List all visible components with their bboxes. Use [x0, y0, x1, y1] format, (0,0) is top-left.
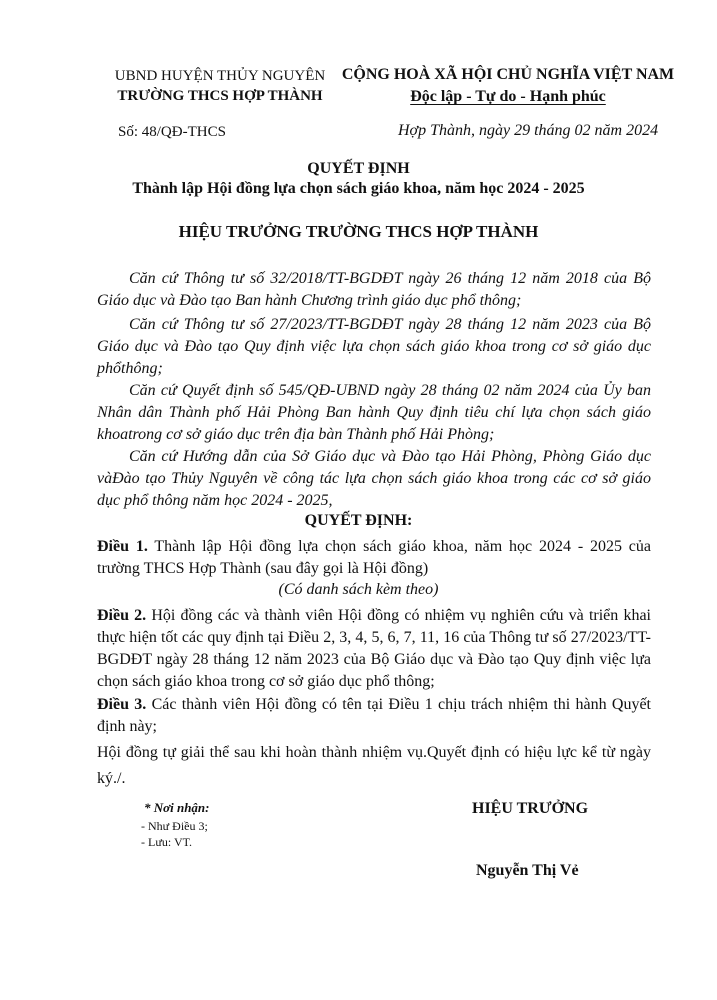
signer-name: Nguyễn Thị Vẻ	[476, 862, 579, 879]
motto: Độc lập - Tự do - Hạnh phúc	[410, 88, 606, 105]
recipients-list	[141, 818, 208, 850]
article-3-text: Các thành viên Hội đồng có tên tại Điều 1 chịu trách nhiệm thi hành Quyết định này;	[97, 696, 652, 735]
article-3	[97, 694, 651, 738]
recipient-item: - Lưu: VT.	[141, 835, 193, 849]
document-number: Số: 48/QĐ-THCS	[118, 124, 226, 140]
place-and-date: Hợp Thành, ngày 29 tháng 02 năm 2024	[398, 122, 659, 139]
article-2	[97, 605, 651, 693]
decision-heading: QUYẾT ĐỊNH:	[304, 512, 413, 529]
consideration-1: Căn cứ Thông tư số 32/2018/TT-BGDĐT ngày 26 tháng 12 năm 2018 của Bộ Giáo dục và Đào tạo Ban hành Chương trình giáo dục phổ thông;	[97, 270, 651, 309]
article-1-label: Điều 1.	[97, 538, 148, 555]
issuing-organization	[100, 66, 340, 106]
document-subject: Thành lập Hội đồng lựa chọn sách giáo khoa, năm học 2024 - 2025	[132, 180, 585, 197]
document-type: QUYẾT ĐỊNH	[307, 160, 410, 177]
article-2-text: Hội đồng các và thành viên Hội đồng có nhiệm vụ nghiên cứu và triển khai thực hiện tốt các quy định tại Điều 2, 3, 4, 5, 6, 7, 11, 16 của Thông tư số 27/2023/TT-BGDĐT ngày 28 tháng 12 năm 2023 của Bộ Giáo dục và Đào tạo Quy định việc lựa chọn sách giáo khoa trong cơ sở giáo dục phổ thông;	[97, 607, 652, 690]
issuing-authority: HIỆU TRƯỞNG TRƯỜNG THCS HỢP THÀNH	[178, 222, 539, 241]
consideration-2: Căn cứ Thông tư số 27/2023/TT-BGDĐT ngày 28 tháng 12 năm 2023 của Bộ Giáo dục và Đào tạo Quy định việc lựa chọn sách giáo khoa trong cơ sở giáo dục phổthông;	[97, 316, 651, 377]
article-1	[97, 536, 651, 580]
national-header	[338, 64, 678, 108]
consideration-4: Căn cứ Hướng dẫn của Sở Giáo dục và Đào tạo Hải Phòng, Phòng Giáo dục vàĐào tạo Thủy Nguyên về công tác lựa chọn sách giáo khoa trong các cơ sở giáo dục phổ thông năm học 2024 - 2025,	[97, 448, 651, 509]
org-line-district: UBND HUYỆN THỦY NGUYÊN	[114, 68, 326, 84]
recipient-item: - Như Điều 3;	[141, 819, 208, 833]
article-2-label: Điều 2.	[97, 607, 147, 624]
article-3-label: Điều 3.	[97, 696, 147, 713]
signer-title: HIỆU TRƯỞNG	[472, 800, 589, 817]
nation-name: CỘNG HOÀ XÃ HỘI CHỦ NGHĨA VIỆT NAM	[341, 66, 675, 83]
recipients-label: * Nơi nhận:	[144, 800, 210, 815]
org-line-school: TRƯỜNG THCS HỢP THÀNH	[117, 88, 323, 104]
closing-statement: Hội đồng tự giải thể sau khi hoàn thành nhiệm vụ.Quyết định có hiệu lực kể từ ngày ký./.	[97, 744, 651, 787]
article-1-text: Thành lập Hội đồng lựa chọn sách giáo khoa, năm học 2024 - 2025 của trường THCS Hợp Thành (sau đây gọi là Hội đồng)	[97, 538, 652, 577]
article-1-note: (Có danh sách kèm theo)	[278, 581, 439, 598]
consideration-3: Căn cứ Quyết định số 545/QĐ-UBND ngày 28 tháng 02 năm 2024 của Ủy ban Nhân dân Thành phố Hải Phòng Ban hành Quy định tiêu chí lựa chọn sách giáo khoatrong cơ sở giáo dục trên địa bàn Thành phố Hải Phòng;	[97, 382, 651, 443]
